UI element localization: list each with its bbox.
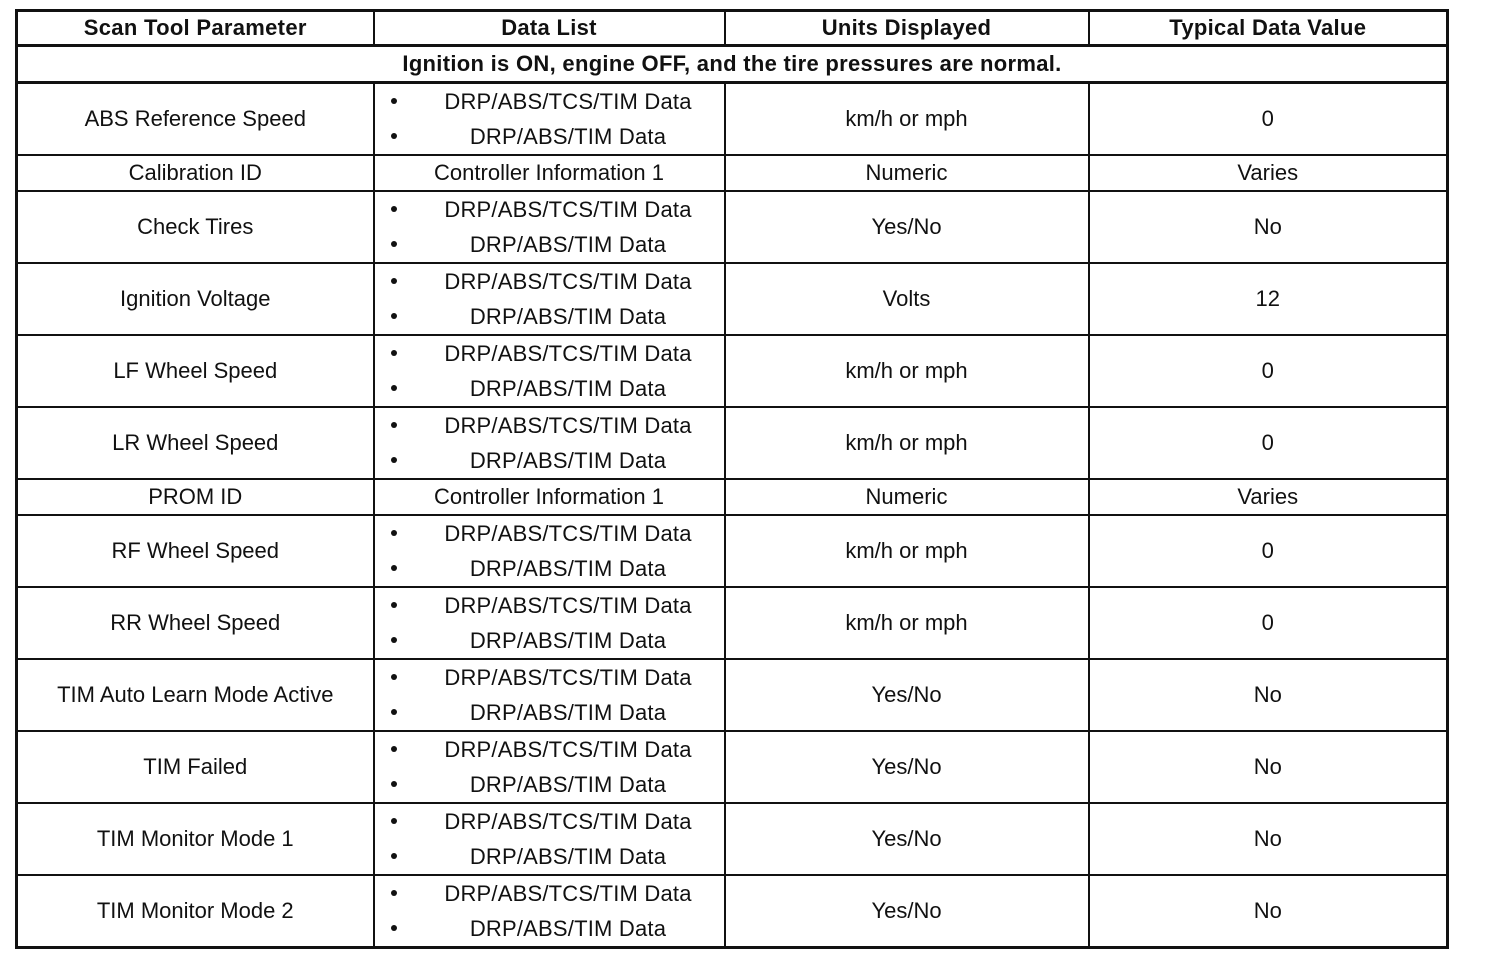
data-list	[375, 336, 724, 406]
data-list-item: DRP/ABS/TCS/TIM Data	[413, 336, 724, 371]
data-list-item: DRP/ABS/TIM Data	[413, 299, 724, 334]
data-list-cell	[374, 803, 725, 875]
data-list-cell	[374, 659, 725, 731]
units-cell: Volts	[725, 263, 1089, 335]
parameter-cell: Check Tires	[17, 191, 374, 263]
data-list-item: DRP/ABS/TCS/TIM Data	[413, 660, 724, 695]
units-cell: km/h or mph	[725, 587, 1089, 659]
parameter-cell: RF Wheel Speed	[17, 515, 374, 587]
units-cell: Numeric	[725, 479, 1089, 515]
table-row	[17, 155, 1448, 191]
table-row	[17, 659, 1448, 731]
data-list-item: DRP/ABS/TCS/TIM Data	[413, 192, 724, 227]
data-list	[375, 876, 724, 946]
data-list-cell	[374, 407, 725, 479]
typical-value-cell: Varies	[1089, 155, 1448, 191]
data-list-item: DRP/ABS/TIM Data	[413, 767, 724, 802]
data-list-item: DRP/ABS/TIM Data	[413, 119, 724, 154]
data-list-cell	[374, 83, 725, 156]
data-list-item: DRP/ABS/TIM Data	[413, 443, 724, 478]
table-row	[17, 515, 1448, 587]
data-list	[375, 264, 724, 334]
parameter-cell: RR Wheel Speed	[17, 587, 374, 659]
parameter-cell: TIM Monitor Mode 1	[17, 803, 374, 875]
table-row	[17, 803, 1448, 875]
typical-value-cell: Varies	[1089, 479, 1448, 515]
table-row	[17, 263, 1448, 335]
data-list-item: DRP/ABS/TIM Data	[413, 551, 724, 586]
data-list-item: DRP/ABS/TCS/TIM Data	[413, 732, 724, 767]
data-list	[375, 84, 724, 154]
units-cell: Yes/No	[725, 191, 1089, 263]
parameter-cell: PROM ID	[17, 479, 374, 515]
data-list-item: DRP/ABS/TIM Data	[413, 623, 724, 658]
typical-value-cell: 0	[1089, 407, 1448, 479]
typical-value-cell: No	[1089, 803, 1448, 875]
data-list-cell	[374, 731, 725, 803]
parameter-cell: ABS Reference Speed	[17, 83, 374, 156]
table-row	[17, 407, 1448, 479]
data-list-cell	[374, 191, 725, 263]
data-list-cell	[374, 263, 725, 335]
parameter-cell: Ignition Voltage	[17, 263, 374, 335]
header-units-displayed: Units Displayed	[725, 11, 1089, 46]
data-list-item: DRP/ABS/TCS/TIM Data	[413, 588, 724, 623]
data-list-cell: Controller Information 1	[374, 479, 725, 515]
data-list-item: DRP/ABS/TCS/TIM Data	[413, 804, 724, 839]
data-list	[375, 804, 724, 874]
data-list-item: DRP/ABS/TIM Data	[413, 911, 724, 946]
parameter-cell: Calibration ID	[17, 155, 374, 191]
units-cell: km/h or mph	[725, 515, 1089, 587]
data-list-cell	[374, 587, 725, 659]
header-row	[17, 11, 1448, 46]
units-cell: Yes/No	[725, 875, 1089, 948]
parameter-cell: TIM Failed	[17, 731, 374, 803]
typical-value-cell: No	[1089, 659, 1448, 731]
units-cell: km/h or mph	[725, 335, 1089, 407]
data-list-item: DRP/ABS/TIM Data	[413, 371, 724, 406]
typical-value-cell: 0	[1089, 515, 1448, 587]
data-list-item: DRP/ABS/TIM Data	[413, 227, 724, 262]
data-list-cell: Controller Information 1	[374, 155, 725, 191]
table-row	[17, 335, 1448, 407]
data-list-item: DRP/ABS/TCS/TIM Data	[413, 516, 724, 551]
condition-row	[17, 46, 1448, 83]
units-cell: Yes/No	[725, 731, 1089, 803]
table-row	[17, 83, 1448, 156]
typical-value-cell: No	[1089, 191, 1448, 263]
data-list-cell	[374, 335, 725, 407]
typical-value-cell: No	[1089, 875, 1448, 948]
data-list	[375, 660, 724, 730]
data-list-item: DRP/ABS/TCS/TIM Data	[413, 84, 724, 119]
table-row	[17, 587, 1448, 659]
table-row	[17, 191, 1448, 263]
data-list-item: DRP/ABS/TIM Data	[413, 695, 724, 730]
typical-value-cell: No	[1089, 731, 1448, 803]
table-body	[17, 46, 1448, 948]
parameter-cell: TIM Auto Learn Mode Active	[17, 659, 374, 731]
units-cell: Yes/No	[725, 659, 1089, 731]
units-cell: Numeric	[725, 155, 1089, 191]
data-list-item: DRP/ABS/TCS/TIM Data	[413, 264, 724, 299]
condition-banner: Ignition is ON, engine OFF, and the tire pressures are normal.	[17, 46, 1448, 83]
parameter-cell: LR Wheel Speed	[17, 407, 374, 479]
data-list	[375, 516, 724, 586]
data-list	[375, 192, 724, 262]
table-row	[17, 875, 1448, 948]
parameter-cell: LF Wheel Speed	[17, 335, 374, 407]
table-row	[17, 479, 1448, 515]
typical-value-cell: 12	[1089, 263, 1448, 335]
scan-tool-data-table	[15, 9, 1449, 949]
units-cell: km/h or mph	[725, 407, 1089, 479]
header-scan-tool-parameter: Scan Tool Parameter	[17, 11, 374, 46]
data-list-cell	[374, 875, 725, 948]
table-header	[17, 11, 1448, 46]
data-list	[375, 588, 724, 658]
typical-value-cell: 0	[1089, 587, 1448, 659]
header-typical-data-value: Typical Data Value	[1089, 11, 1448, 46]
data-list-item: DRP/ABS/TCS/TIM Data	[413, 876, 724, 911]
data-list-item: DRP/ABS/TCS/TIM Data	[413, 408, 724, 443]
units-cell: Yes/No	[725, 803, 1089, 875]
typical-value-cell: 0	[1089, 83, 1448, 156]
parameter-cell: TIM Monitor Mode 2	[17, 875, 374, 948]
data-list	[375, 732, 724, 802]
units-cell: km/h or mph	[725, 83, 1089, 156]
data-list	[375, 408, 724, 478]
table-row	[17, 731, 1448, 803]
data-list-cell	[374, 515, 725, 587]
data-list-item: DRP/ABS/TIM Data	[413, 839, 724, 874]
typical-value-cell: 0	[1089, 335, 1448, 407]
header-data-list: Data List	[374, 11, 725, 46]
